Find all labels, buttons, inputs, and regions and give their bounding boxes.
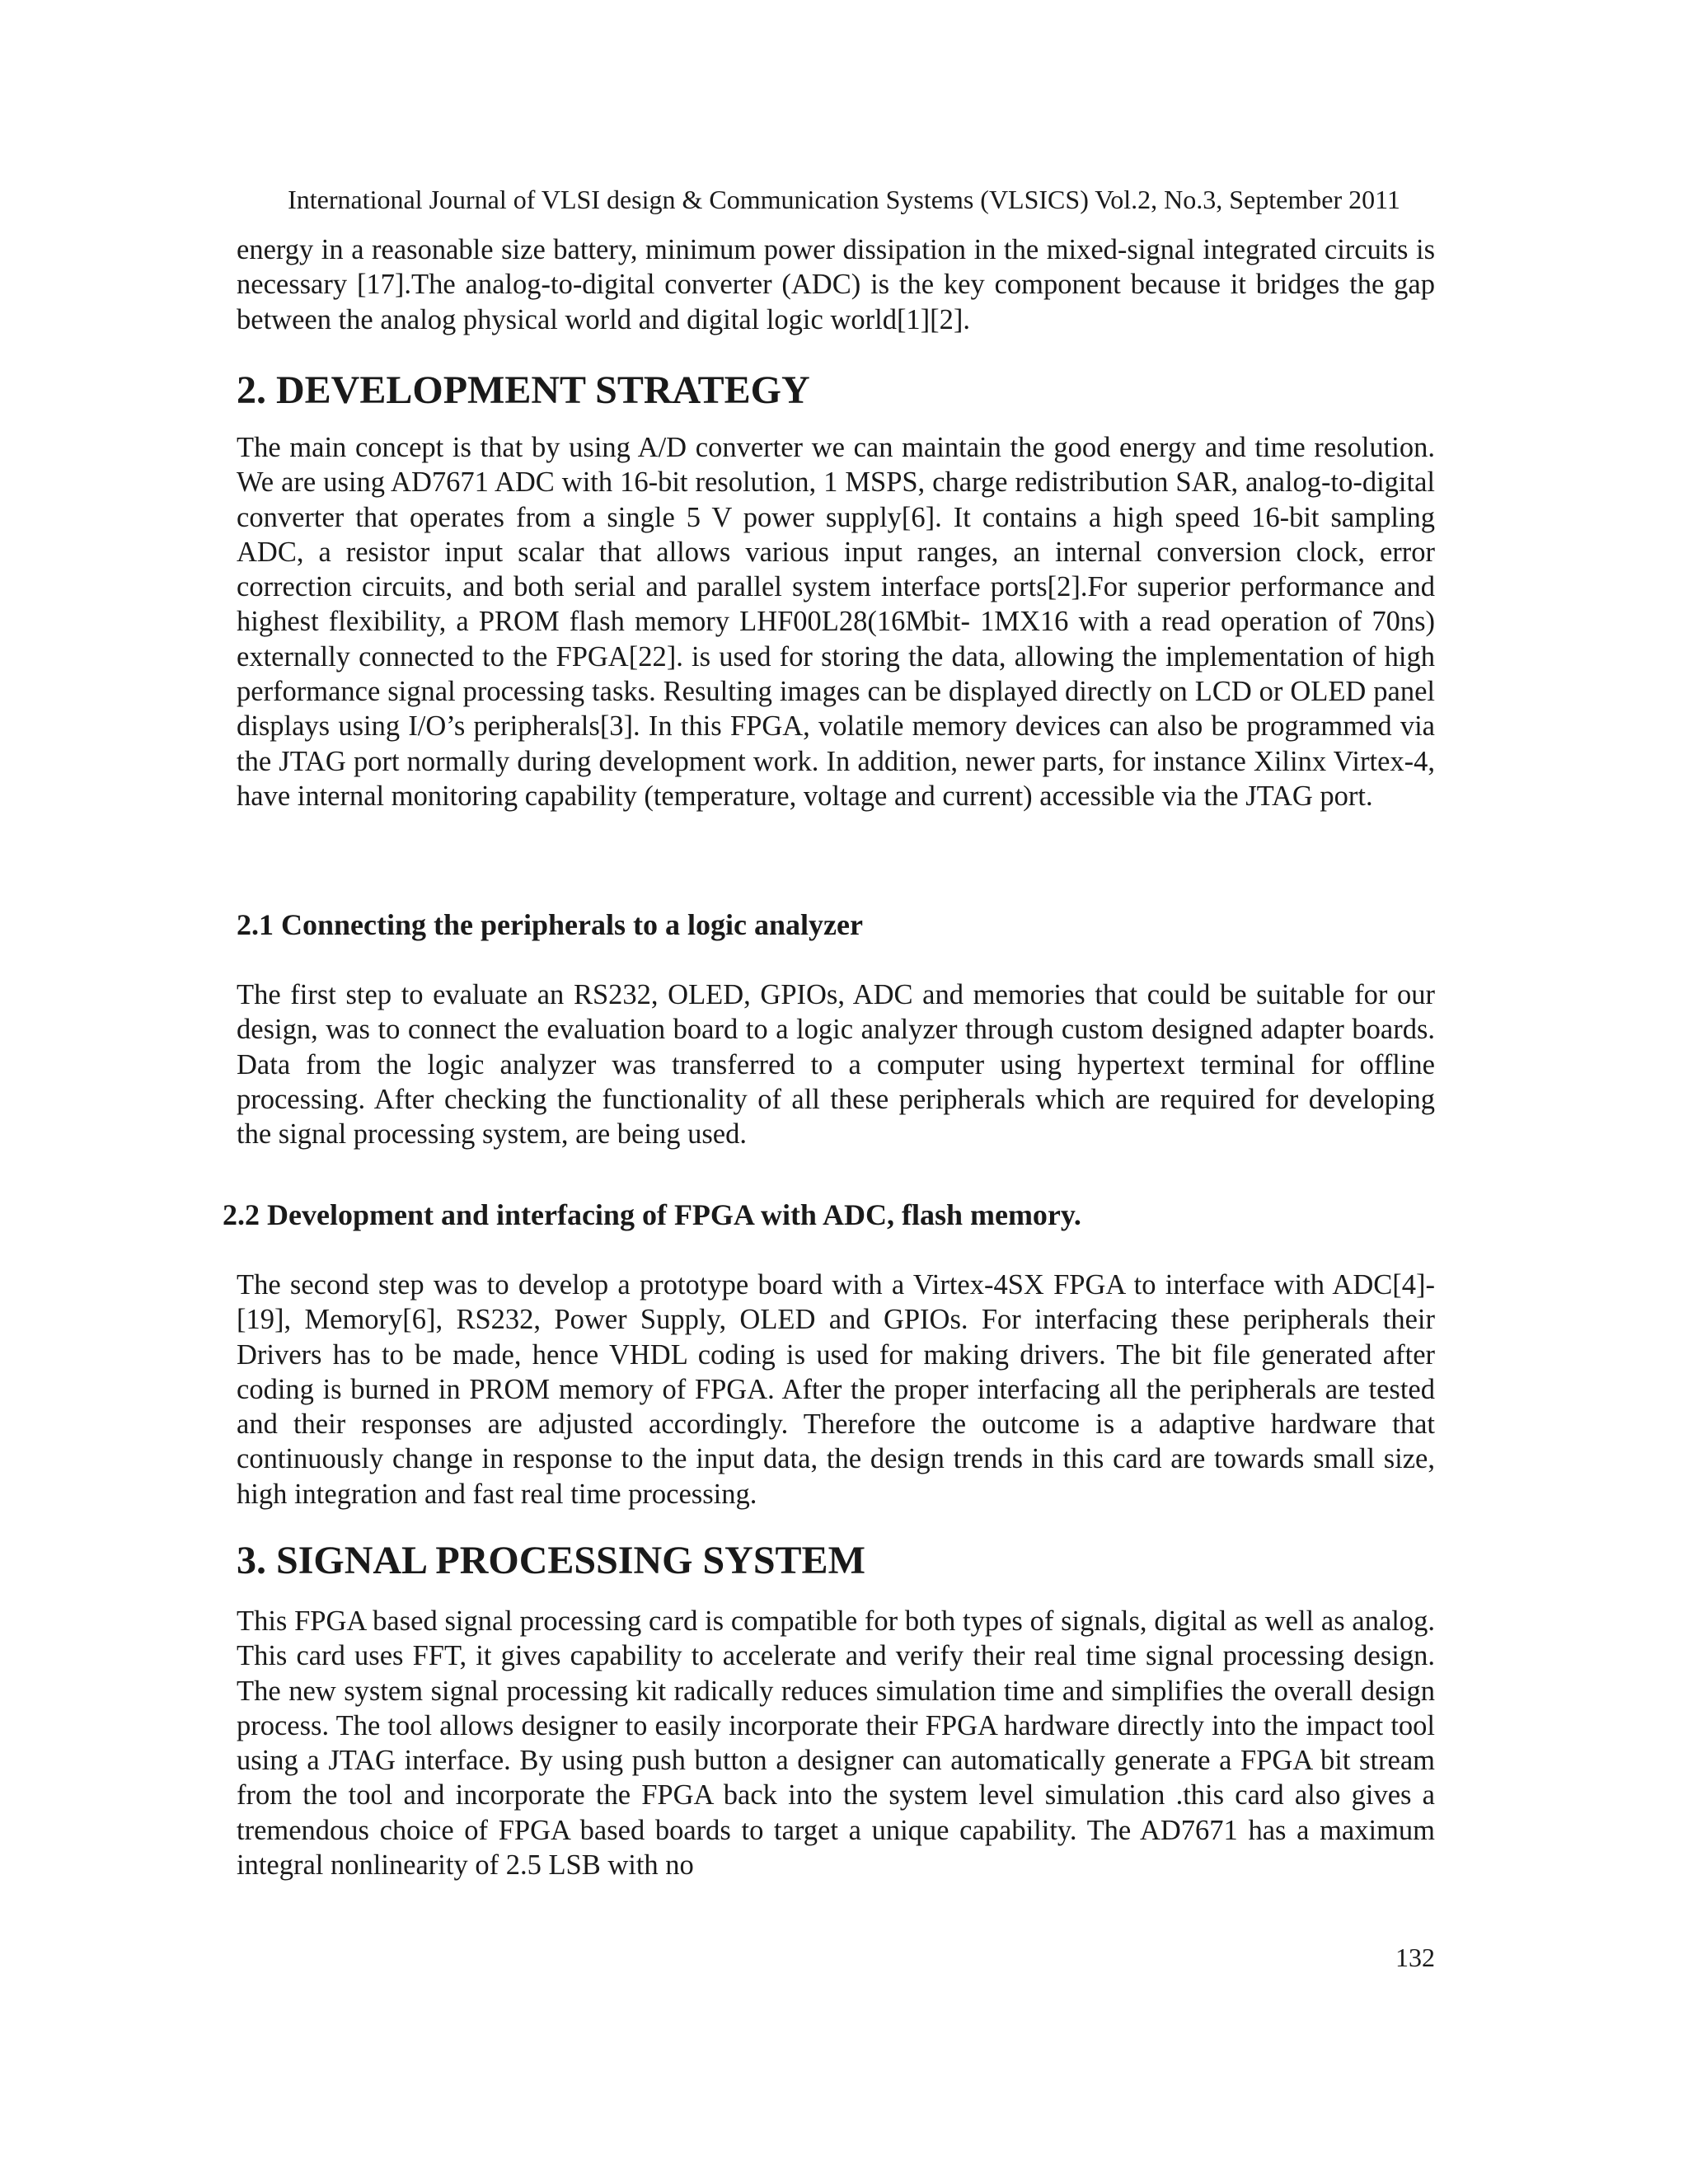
section-2-paragraph: The main concept is that by using A/D converter we can maintain the good energy and time resolution. We are using AD7671 ADC with 16-bit resolution, 1 MSPS, charge redistribution SAR, analog-to-digital converter that operates from a single 5 V power supply[6]. It contains a high speed 16-bit sampling ADC, a resistor input scalar that allows various input ranges, an internal conversion clock, error correction circuits, and both serial and parallel system interface ports[2].For superior performance and highest flexibility, a PROM flash memory LHF00L28(16Mbit- 1MX16 with a read operation of 70ns) externally connected to the FPGA[22]. is used for storing the data, allowing the implementation of high performance signal processing tasks. Resulting images can be displayed directly on LCD or OLED panel displays using I/O’s peripherals[3]. In this FPGA, volatile memory devices can also be programmed via the JTAG port normally during development work. In addition, newer parts, for instance Xilinx Virtex-4, have internal monitoring capability (temperature, voltage and current) accessible via the JTAG port. [237, 432, 1435, 812]
section-3-paragraph: This FPGA based signal processing card is compatible for both types of signals, digital as well as analog. This card uses FFT, it gives capability to accelerate and verify their real time signal processing design. The new system signal processing kit radically reduces simulation time and simplifies the overall design process. The tool allows designer to easily incorporate their FPGA hardware directly into the impact tool using a JTAG interface. By using push button a designer can automatically generate a FPGA bit stream from the tool and incorporate the FPGA back into the system level simulation .this card also gives a tremendous choice of FPGA based boards to target a unique capability. The AD7671 has a maximum integral nonlinearity of 2.5 LSB with no [237, 1605, 1435, 1882]
intro-paragraph: energy in a reasonable size battery, minimum power dissipation in the mixed-signal integrated circuits is necessary [17].The analog-to-digital converter (ADC) is the key component because it bridges the gap between the analog physical world and digital logic world[1][2]. [237, 234, 1435, 335]
page-number: 132 [1395, 1943, 1435, 1972]
section-2-heading: 2. DEVELOPMENT STRATEGY [237, 368, 810, 412]
section-2-2-paragraph: The second step was to develop a prototype board with a Virtex-4SX FPGA to interface with ADC[4]- [19], Memory[6], RS232, Power Supply, OLED and GPIOs. For interfacing these peripherals their Drivers has to be made, hence VHDL coding is used for making drivers. The bit file generated after coding is burned in PROM memory of FPGA. After the proper interfacing all the peripherals are tested and their responses are adjusted accordingly. Therefore the outcome is a adaptive hardware that continuously change in response to the input data, the design trends in this card are towards small size, high integration and fast real time processing. [237, 1269, 1435, 1510]
section-2-1-heading: 2.1 Connecting the peripherals to a logic analyzer [237, 908, 863, 941]
section-2-2-heading: 2.2 Development and interfacing of FPGA with ADC, flash memory. [223, 1198, 1081, 1231]
section-2-1-paragraph: The first step to evaluate an RS232, OLED, GPIOs, ADC and memories that could be suitable for our design, was to connect the evaluation board to a logic analyzer through custom designed adapter boards. Data from the logic analyzer was transferred to a computer using hypertext terminal for offline processing. After checking the functionality of all these peripherals which are required for developing the signal processing system, are being used. [237, 979, 1435, 1151]
section-3-heading: 3. SIGNAL PROCESSING SYSTEM [237, 1539, 865, 1582]
running-header: International Journal of VLSI design & Communication Systems (VLSICS) Vol.2, No.3, September 2011 [288, 185, 1400, 214]
